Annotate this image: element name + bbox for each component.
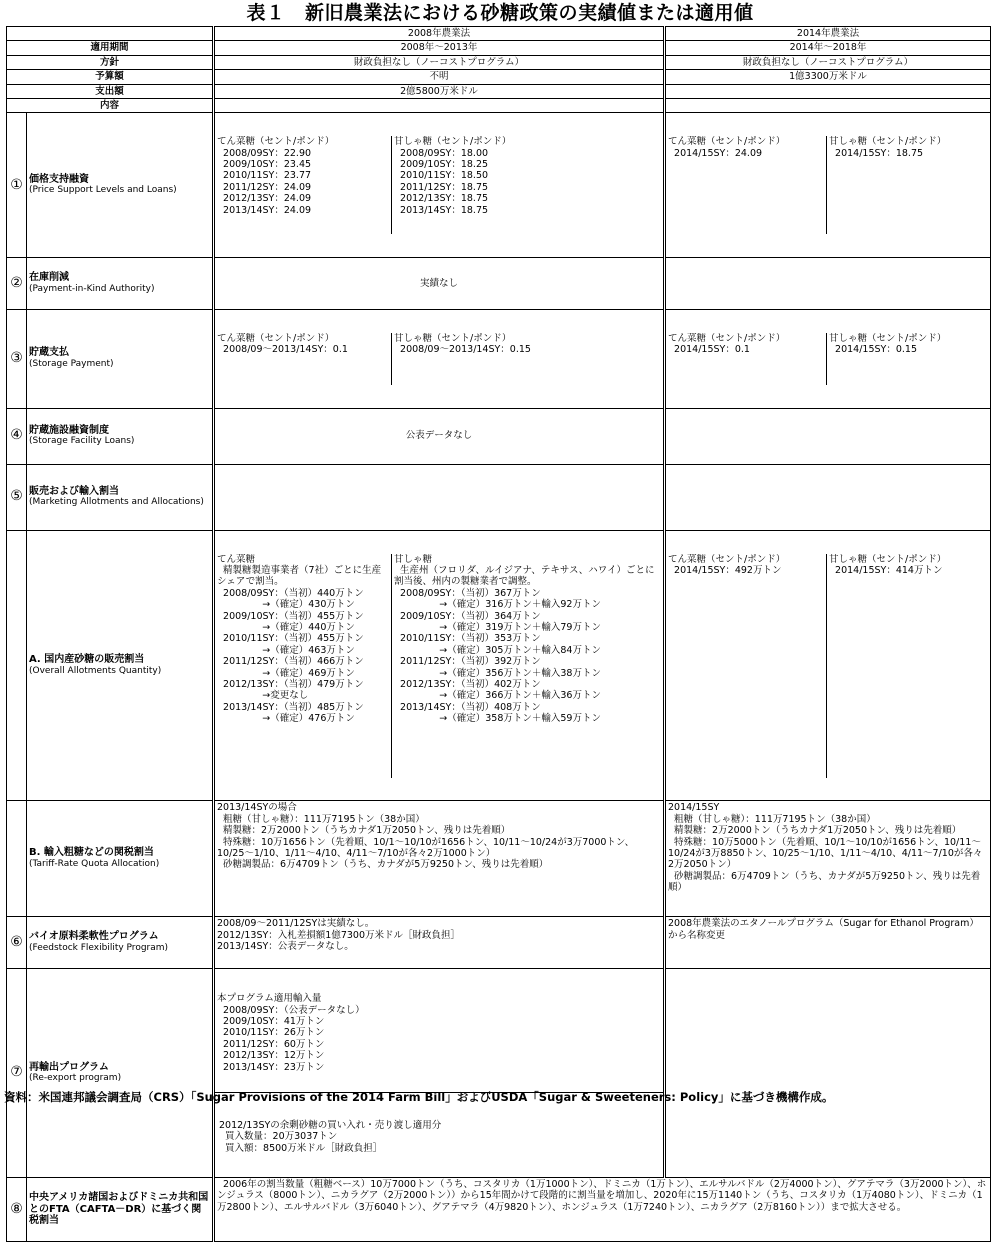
row-item-3 xyxy=(7,310,991,409)
cane-cell: 甘しゃ糖（セント/ポンド） 2014/15SY：0.15 xyxy=(829,332,947,356)
item4-2008: 公表データなし xyxy=(214,408,665,464)
row-item-1 xyxy=(7,113,991,258)
item-label xyxy=(27,258,214,310)
item-label-jp: バイオ原料柔軟性プログラム xyxy=(29,931,159,943)
item2-2008: 実績なし xyxy=(214,258,665,310)
row-item-4 xyxy=(7,408,991,464)
beet-cell: てん菜糖 精製糖製造事業者（7社）ごとに生産シェアで割当。 2008/09SY：（当初）440万トン →（確定）430万トン 2009/10SY：（当初）455万トン →（確定）440万トン 2010/11SY：（当初）455万トン →（確定）463万トン 2011/12SY：（当初）466万トン →（確定）469万トン 2012/13SY：（当初）479万トン →変更なし 2013/14SY：（当初）485万トン →（確定）476万トン xyxy=(215,554,392,778)
item1-2014 xyxy=(665,113,991,258)
item-number-blank xyxy=(7,801,27,917)
item5b-2008: 2013/14SYの場合 粗糖（甘しゃ糖）：111万7195トン（38か国） 精製糖：2万2000トン（うちカナダ1万2050トン、残りは先着順） 特殊糖：10万1656トン（先着順、10/1～10/10が1656トン、10/11～10/24が3万7000トン、10/25～1/10、1/11～4/10、4/11～7/10が各々2万1000トン） 砂糖調製品：6万4709トン（うち、カナダが5万9250トン、残りは先着順） xyxy=(214,801,665,917)
row-label: 方針 xyxy=(7,55,214,69)
content-2008 xyxy=(214,99,665,113)
budget-2014: 1億3300万米ドル xyxy=(665,70,991,84)
item5a-2014 xyxy=(665,530,991,801)
cane-cell: 甘しゃ糖（セント/ポンド） 2008/09～2013/14SY：0.15 xyxy=(394,332,531,356)
item-label xyxy=(27,801,214,917)
item-number: ② xyxy=(7,258,27,310)
item3-2014 xyxy=(665,310,991,409)
header-2014: 2014年農業法 xyxy=(665,27,991,41)
budget-2008: 不明 xyxy=(214,70,665,84)
policy-table-wrap xyxy=(6,26,990,1242)
item-label xyxy=(27,530,214,801)
period-2014: 2014年～2018年 xyxy=(665,41,991,55)
item-label xyxy=(27,464,214,530)
spending-2008: 2億5800万米ドル xyxy=(214,84,665,98)
split-subtable xyxy=(666,333,990,385)
spending-2014 xyxy=(665,84,991,98)
row-item-6 xyxy=(7,917,991,969)
beet-cell: てん菜糖（セント/ポンド） 2014/15SY：0.1 xyxy=(666,333,827,385)
item-label-en: (Re-export program) xyxy=(29,1073,122,1084)
cane-cell: 甘しゃ糖 生産州（フロリダ、ルイジアナ、テキサス、ハワイ）ごとに割当後、州内の製糖業者で調整。 2008/09SY：（当初）367万トン →（確定）316万トン＋輸入92万トン 2009/10SY：（当初）364万トン →（確定）319万トン＋輸入79万トン 2010/11SY：（当初）353万トン →（確定）305万トン＋輸入84万トン 2011/12SY：（当初）392万トン →（確定）356万トン＋輸入38万トン 2012/13SY：（当初）402万トン →（確定）366万トン＋輸入36万トン 2013/14SY：（当初）408万トン →（確定）358万トン＋輸入59万トン xyxy=(394,553,655,725)
row-item-5a xyxy=(7,530,991,801)
source-note: 資料：米国連邦議会調査局（CRS）「Sugar Provisions of the 2014 Farm Bill」およびUSDA「Sugar & Sweeteners: Policy」に基づき機構作成。 xyxy=(4,1090,834,1104)
surplus-purchase-block: 2012/13SYの余剰砂糖の買い入れ・売り渡し適用分 買入数量：20万3037トン 買入額：8500万米ドル［財政負担］ xyxy=(219,1119,442,1154)
beet-cell: てん菜糖（セント/ポンド） 2014/15SY：492万トン xyxy=(666,554,827,778)
split-subtable xyxy=(666,136,990,234)
row-spending xyxy=(7,84,991,98)
beet-cell: てん菜糖（セント/ポンド） 2014/15SY：24.09 xyxy=(666,136,827,234)
beet-cell: てん菜糖（セント/ポンド） 2008/09SY：22.90 2009/10SY：23.45 2010/11SY：23.77 2011/12SY：24.09 2012/13SY：24.09 2013/14SY：24.09 xyxy=(215,136,392,234)
item-label xyxy=(27,113,214,258)
row-item-2 xyxy=(7,258,991,310)
item6-2008: 2008/09～2011/12SYは実績なし。 2012/13SY：入札差損額1億7300万米ドル［財政負担］ 2013/14SY：公表データなし。 xyxy=(214,917,665,969)
cane-cell: 甘しゃ糖（セント/ポンド） 2014/15SY：414万トン xyxy=(829,553,947,576)
item-label xyxy=(27,310,214,409)
content-2014 xyxy=(665,99,991,113)
item-number: ① xyxy=(7,113,27,258)
item8-value: 2006年の割当数量（粗糖ベース）10万7000トン（うち、コスタリカ（1万1000トン）、ドミニカ（1万トン）、エルサルバドル（2万4000トン）、グアテマラ（3万2000トン）、ホンジュラス（8000トン）、ニカラグア（2万2000トン））から15年間かけて段階的に割当量を増加し、2020年に15万1140トン（うち、コスタリカ（1万4080トン）、ドミニカ（1万2800トン）、エルサルバドル（3万6040トン）、グアテマラ（4万9820トン）、ホンジュラス（1万7240トン）、ニカラグア（2万8160トン））まで拡大させる。 xyxy=(214,1177,991,1241)
item-number: ③ xyxy=(7,310,27,409)
item-label-en: (Tariff-Rate Quota Allocation) xyxy=(29,858,160,869)
row-label: 内容 xyxy=(7,99,214,113)
split-subtable xyxy=(215,554,663,778)
item-label xyxy=(27,917,214,969)
item-label-jp: 貯蔵支払 xyxy=(29,347,69,359)
row-budget xyxy=(7,70,991,84)
split-subtable xyxy=(666,554,990,778)
row-item-5b xyxy=(7,801,991,917)
header-2008: 2008年農業法 xyxy=(214,27,665,41)
item6-2014: 2008年農業法のエタノールプログラム（Sugar for Ethanol Program）から名称変更 xyxy=(665,917,991,969)
item1-2008 xyxy=(214,113,665,258)
item7-2014 xyxy=(665,969,991,1178)
item-label-en: (Feedstock Flexibility Program) xyxy=(29,942,169,953)
row-label: 適用期間 xyxy=(7,41,214,55)
row-policy xyxy=(7,55,991,69)
row-label: 支出額 xyxy=(7,84,214,98)
item4-2014 xyxy=(665,408,991,464)
cane-cell: 甘しゃ糖（セント/ポンド） 2008/09SY：18.00 2009/10SY：18.25 2010/11SY：18.50 2011/12SY：18.75 2012/13SY：18.75 2013/14SY：18.75 xyxy=(394,136,512,216)
split-subtable xyxy=(215,136,663,234)
item-label-jp: 販売および輸入割当 xyxy=(29,485,119,497)
item-number: ⑤ xyxy=(7,464,27,530)
row-item-7 xyxy=(7,969,991,1178)
item-number: ⑦ xyxy=(7,969,27,1178)
item5-2014 xyxy=(665,464,991,530)
header-row xyxy=(7,27,991,41)
cane-cell: 甘しゃ糖（セント/ポンド） 2014/15SY：18.75 xyxy=(829,136,947,159)
item3-2008 xyxy=(214,310,665,409)
row-content xyxy=(7,99,991,113)
item7-2008 xyxy=(214,969,665,1178)
item-label-jp: A. 国内産砂糖の販売割当 xyxy=(29,654,145,666)
item-number: ④ xyxy=(7,408,27,464)
table-title: 表１ 新旧農業法における砂糖政策の実績値または適用値 xyxy=(246,2,754,24)
item-label-jp: 在庫削減 xyxy=(29,272,69,284)
item-number-blank xyxy=(7,530,27,801)
split-subtable xyxy=(215,333,663,385)
item-label: 中央アメリカ諸国およびドミニカ共和国とのFTA（CAFTA－DR）に基づく関税割当 xyxy=(27,1177,214,1241)
row-item-8 xyxy=(7,1177,991,1241)
reexport-volume-block: 本プログラム適用輸入量 2008/09SY：（公表データなし） 2009/10SY：41万トン 2010/11SY：26万トン 2011/12SY：60万トン 2012/13SY：12万トン 2013/14SY：23万トン xyxy=(215,992,663,1093)
item-label-en: (Price Support Levels and Loans) xyxy=(29,185,177,196)
row-period xyxy=(7,41,991,55)
item-label-en: (Overall Allotments Quantity) xyxy=(29,665,162,676)
item-label-jp: 価格支持融資 xyxy=(29,173,89,185)
item2-2014 xyxy=(665,258,991,310)
item-label-en: (Payment-in-Kind Authority) xyxy=(29,283,155,294)
item-label-en: (Storage Payment) xyxy=(29,358,114,369)
policy-table xyxy=(6,26,991,1242)
item-label-jp: B. 輸入粗糖などの関税割当 xyxy=(29,847,154,859)
policy-2014: 財政負担なし（ノーコストプログラム） xyxy=(665,55,991,69)
item5-2008 xyxy=(214,464,665,530)
item-label xyxy=(27,969,214,1178)
beet-cell: てん菜糖（セント/ポンド） 2008/09～2013/14SY：0.1 xyxy=(215,333,392,385)
item-label-jp: 再輸出プログラム xyxy=(29,1061,109,1073)
item-label-en: (Storage Facility Loans) xyxy=(29,436,135,447)
item-number: ⑧ xyxy=(7,1177,27,1241)
header-empty-cell xyxy=(7,27,214,41)
item5a-2008 xyxy=(214,530,665,801)
policy-2008: 財政負担なし（ノーコストプログラム） xyxy=(214,55,665,69)
period-2008: 2008年～2013年 xyxy=(214,41,665,55)
item-label-en: (Marketing Allotments and Allocations) xyxy=(29,497,204,508)
item5b-2014: 2014/15SY 粗糖（甘しゃ糖）：111万7195トン（38か国） 精製糖：2万2000トン（うちカナダ1万2050トン、残りは先着順） 特殊糖：10万5000トン（先着順、10/1～10/10が1656トン、10/11～10/24が3万8850トン、10/25～1/10、1/11～4/10、4/11～7/10が各々2万2050トン） 砂糖調製品：6万4709トン（うち、カナダが5万9250トン、残りは先着順） xyxy=(665,801,991,917)
row-label: 予算額 xyxy=(7,70,214,84)
item-number: ⑥ xyxy=(7,917,27,969)
item-label xyxy=(27,408,214,464)
row-item-5 xyxy=(7,464,991,530)
item-label-jp: 貯蔵施設融資制度 xyxy=(29,424,109,436)
